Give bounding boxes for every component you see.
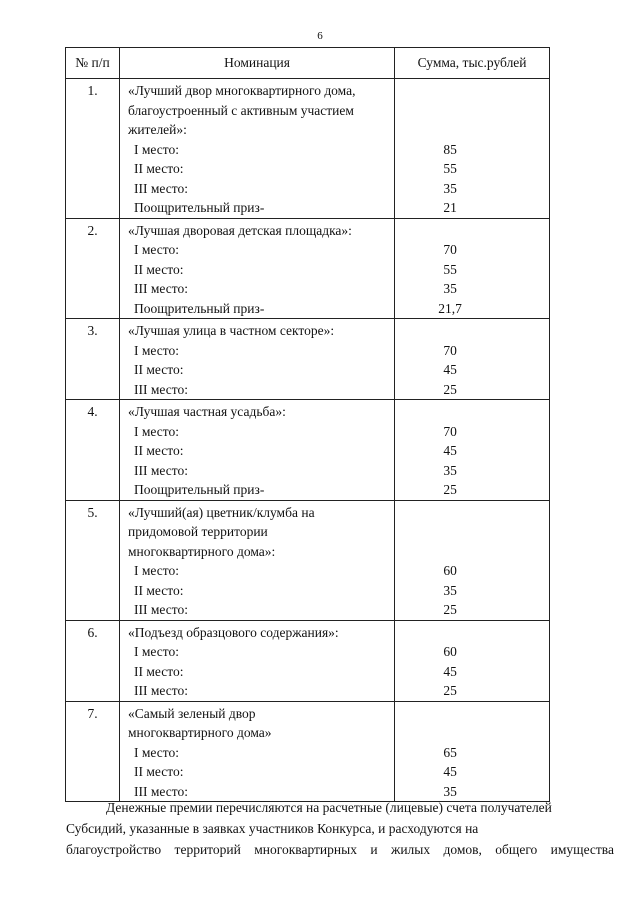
prizes-table <box>65 47 550 802</box>
sum-spacer <box>395 503 549 523</box>
prize-sum: 85 <box>443 141 457 157</box>
row-number: 3. <box>66 319 120 400</box>
table-row <box>66 701 550 802</box>
nomination-title-line: «Лучший(ая) цветник/клумба на <box>128 504 315 520</box>
place-label: Поощрительный приз- <box>134 300 265 316</box>
nomination-title-line: «Самый зеленый двор <box>128 705 256 721</box>
place-label: I место: <box>134 342 179 358</box>
prize-sum: 45 <box>443 443 457 458</box>
prize-sum: 25 <box>443 381 457 397</box>
prize-sum: 25 <box>443 602 457 617</box>
prize-sum: 45 <box>443 362 457 377</box>
nomination-cell <box>120 400 395 501</box>
row-number: 6. <box>66 620 120 701</box>
row-number: 2. <box>66 218 120 319</box>
place-label: III место: <box>134 281 188 296</box>
table-header-row <box>66 48 550 79</box>
prize-sum: 55 <box>443 161 457 176</box>
place-label: II место: <box>134 362 184 377</box>
nomination-cell <box>120 218 395 319</box>
nomination-title-line: «Лучшая дворовая детская площадка»: <box>128 222 352 238</box>
prize-sum: 70 <box>443 423 457 439</box>
prize-sum: 70 <box>443 242 457 257</box>
place-label: III место: <box>134 783 188 799</box>
nomination-title-line: «Подъезд образцового содержания»: <box>128 624 339 640</box>
prize-sum: 25 <box>443 482 457 497</box>
prize-sum: 21,7 <box>438 300 462 316</box>
sum-spacer <box>395 221 549 241</box>
row-number: 5. <box>66 500 120 620</box>
table-row <box>66 500 550 620</box>
nomination-title-line: «Лучший двор многоквартирного дома, <box>128 83 356 98</box>
prize-sum: 55 <box>443 261 457 277</box>
place-label: III место: <box>134 381 188 397</box>
place-label: I место: <box>134 242 179 257</box>
nomination-title-line: придомовой территории <box>128 524 268 539</box>
prize-sum: 35 <box>443 180 457 196</box>
sum-spacer <box>395 321 549 341</box>
sum-cell <box>395 400 550 501</box>
table-row <box>66 218 550 319</box>
place-label: I место: <box>134 563 179 578</box>
prize-sum: 60 <box>443 563 457 578</box>
place-label: II место: <box>134 161 184 176</box>
table-row <box>66 400 550 501</box>
sum-spacer <box>395 723 549 743</box>
place-label: Поощрительный приз- <box>134 482 265 497</box>
nomination-cell <box>120 620 395 701</box>
place-label: II место: <box>134 443 184 458</box>
sum-cell <box>395 218 550 319</box>
sum-cell <box>395 701 550 802</box>
header-sum: Сумма, тыс.рублей <box>395 48 550 79</box>
nomination-cell <box>120 500 395 620</box>
row-number: 4. <box>66 400 120 501</box>
nomination-cell <box>120 79 395 219</box>
prize-sum: 25 <box>443 683 457 698</box>
place-label: I место: <box>134 423 179 439</box>
prize-sum: 35 <box>443 582 457 598</box>
sum-spacer <box>395 522 549 542</box>
nomination-cell <box>120 319 395 400</box>
place-label: I место: <box>134 744 179 760</box>
prize-sum: 60 <box>443 644 457 659</box>
prize-sum: 45 <box>443 663 457 679</box>
nomination-title-line: «Лучшая улица в частном секторе»: <box>128 323 335 338</box>
sum-spacer <box>395 542 549 562</box>
sum-cell <box>395 620 550 701</box>
row-number: 7. <box>66 701 120 802</box>
prize-sum: 21 <box>443 200 457 215</box>
sum-cell <box>395 79 550 219</box>
paragraph-line: Денежные премии перечисляются на расчетные (лицевые) счета получателей <box>106 800 552 815</box>
place-label: Поощрительный приз- <box>134 200 265 215</box>
nomination-title-line: жителей»: <box>128 122 187 137</box>
place-label: II место: <box>134 582 184 598</box>
prize-sum: 35 <box>443 462 457 478</box>
sum-cell <box>395 319 550 400</box>
nomination-title-line: «Лучшая частная усадьба»: <box>128 404 286 419</box>
prize-sum: 45 <box>443 764 457 779</box>
prize-sum: 35 <box>443 783 457 799</box>
row-number: 1. <box>66 79 120 219</box>
place-label: III место: <box>134 180 188 196</box>
sum-spacer <box>395 81 549 101</box>
header-num: № п/п <box>66 48 120 79</box>
header-nomination: Номинация <box>120 48 395 79</box>
sum-cell <box>395 500 550 620</box>
prize-sum: 70 <box>443 342 457 358</box>
prize-sum: 35 <box>443 281 457 296</box>
page-number: 6 <box>317 30 323 42</box>
body-paragraph <box>66 797 614 860</box>
sum-spacer <box>395 402 549 422</box>
paragraph-line: Субсидий, указанные в заявках участников Конкурса, и расходуются на <box>66 821 479 836</box>
nomination-title-line: многоквартирного дома» <box>128 725 272 740</box>
sum-spacer <box>395 101 549 121</box>
place-label: I место: <box>134 141 179 157</box>
sum-spacer <box>395 704 549 724</box>
sum-spacer <box>395 120 549 140</box>
place-label: II место: <box>134 764 184 779</box>
nomination-cell <box>120 701 395 802</box>
nomination-title-line: многоквартирного дома»: <box>128 543 276 559</box>
table-row <box>66 319 550 400</box>
nomination-title-line: благоустроенный с активным участием <box>128 102 354 118</box>
paragraph-line: благоустройство территорий многоквартирных и жилых домов, общего имущества <box>66 842 614 857</box>
place-label: II место: <box>134 261 184 277</box>
place-label: III место: <box>134 683 188 698</box>
table-row <box>66 79 550 219</box>
place-label: I место: <box>134 644 179 659</box>
place-label: III место: <box>134 462 188 478</box>
place-label: III место: <box>134 602 188 617</box>
prize-sum: 65 <box>443 744 457 760</box>
sum-spacer <box>395 623 549 643</box>
place-label: II место: <box>134 663 184 679</box>
table-row <box>66 620 550 701</box>
